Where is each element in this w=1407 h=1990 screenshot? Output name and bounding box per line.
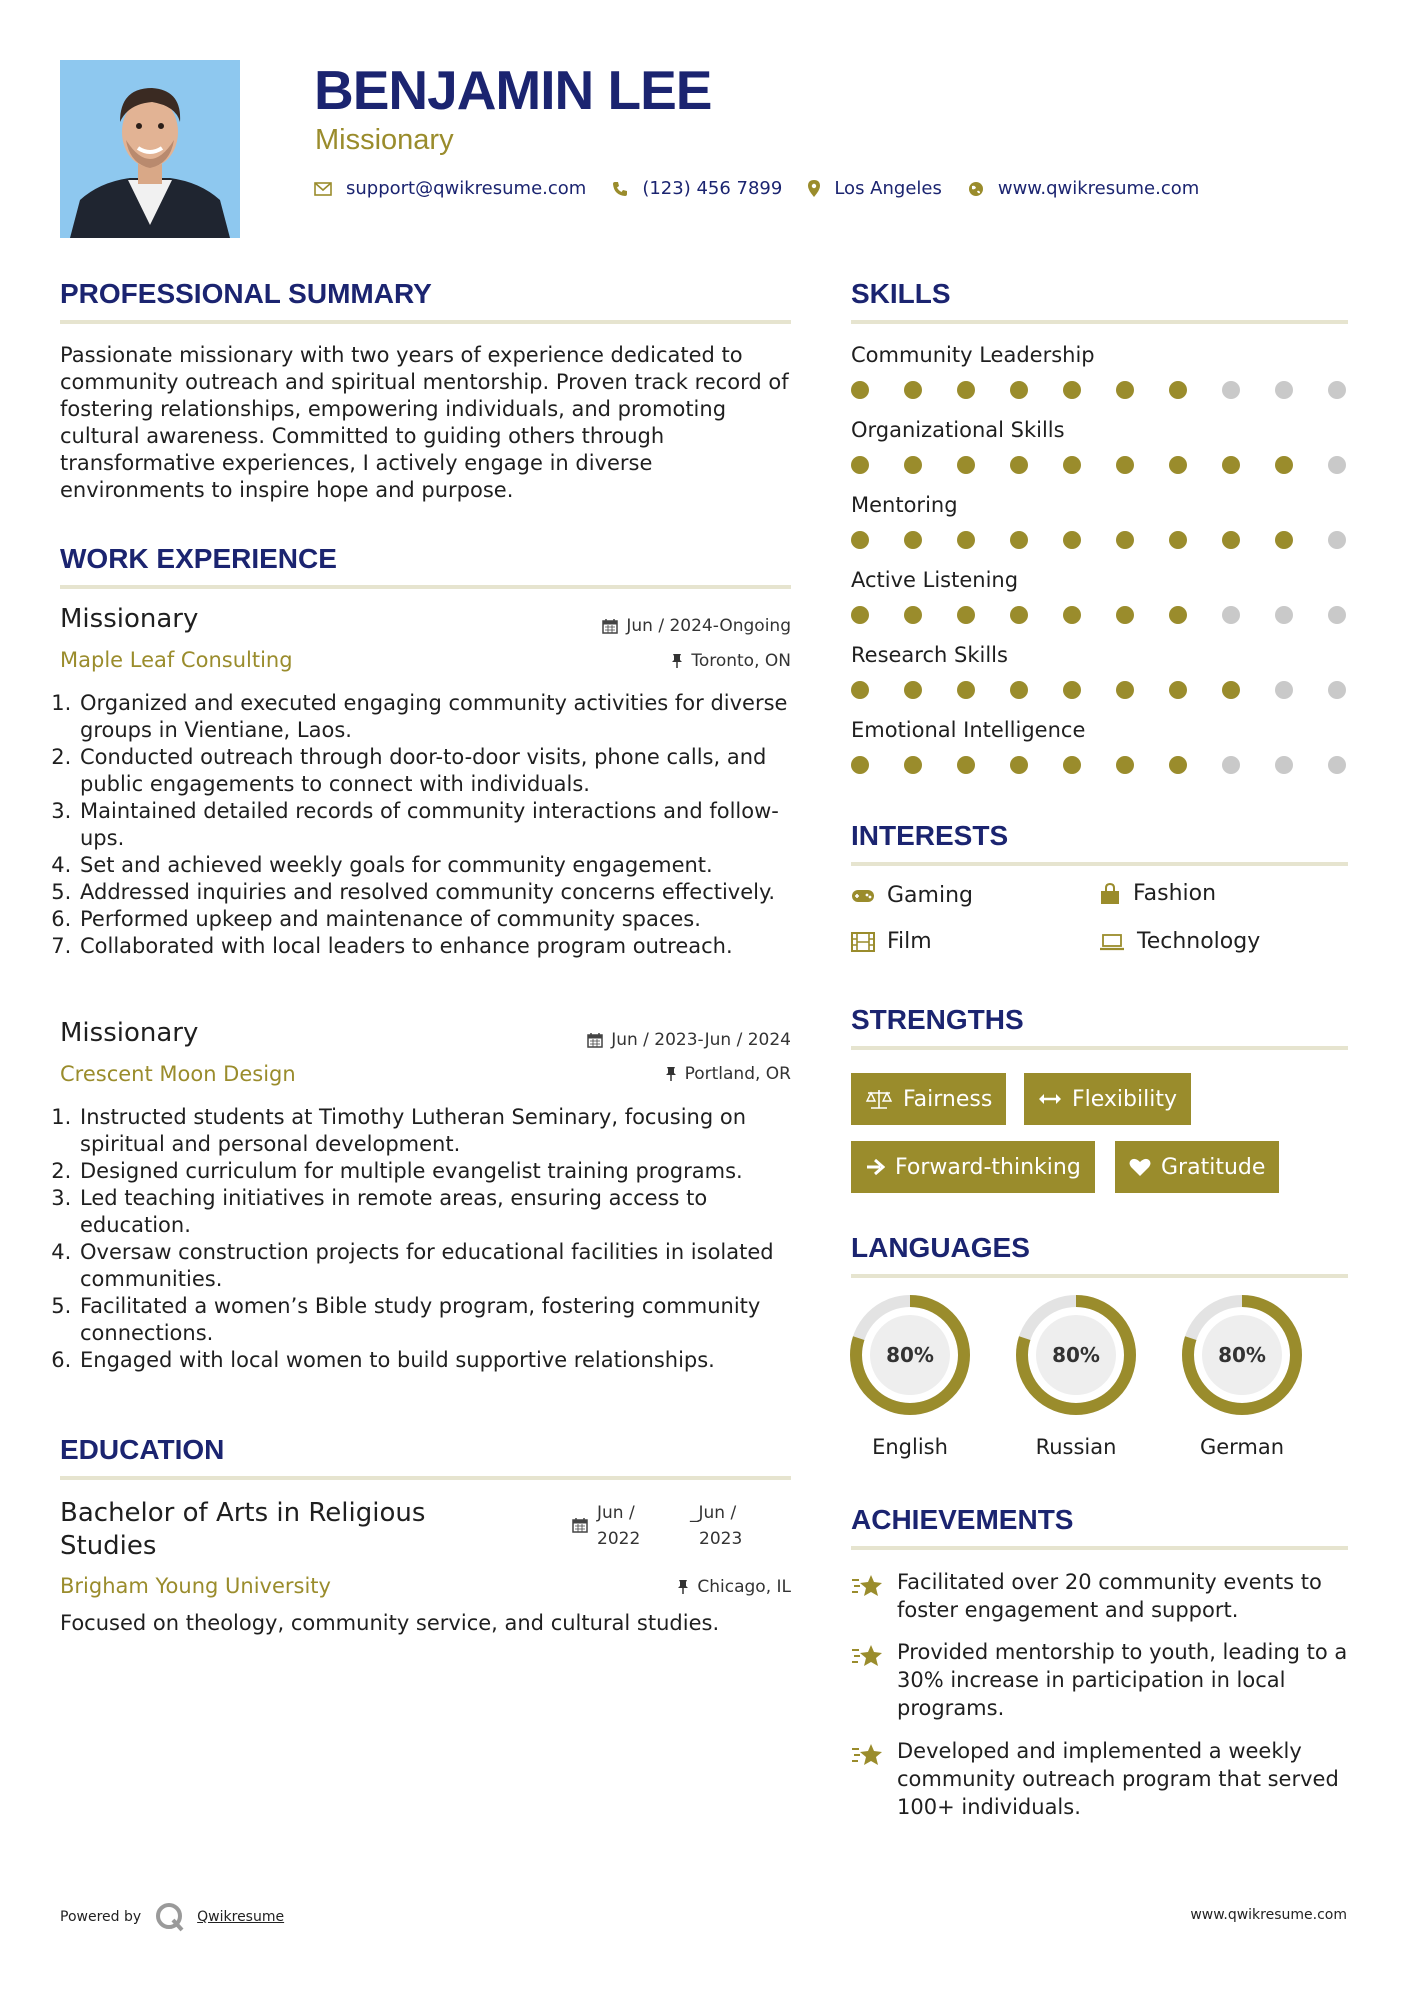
interest-fashion [1099, 881, 1216, 906]
skill-rating [851, 381, 1346, 399]
shooting-star-icon [851, 1741, 885, 1769]
language-name: German [1199, 1435, 1285, 1459]
contact-website-text: www.qwikresume.com [997, 178, 1200, 199]
language-percent: 80% [886, 1343, 934, 1367]
globe-icon [968, 181, 984, 197]
skill-dot [1222, 681, 1240, 699]
education-divider [60, 1476, 791, 1480]
skill-dot [957, 381, 975, 399]
skill-dot [1275, 756, 1293, 774]
language-name: English [872, 1435, 948, 1459]
skill-dot [904, 381, 922, 399]
language-ring [1180, 1293, 1304, 1417]
shooting-star-icon [851, 1572, 885, 1600]
skill-dot [1222, 456, 1240, 474]
education-start-line-2: 2022 [597, 1529, 641, 1549]
skill-dot [1169, 606, 1187, 624]
contact-phone-text: (123) 456 7899 [642, 178, 783, 199]
summary-text: Passionate missionary with two years of experience dedicated to community outreach and spiritual mentorship. Proven track record of fostering relationships, empowering individuals, and promoting cultural awareness. Committed to guiding others through transformative experiences, I actively engage in diverse environments to inspire hope and purpose. [60, 343, 789, 502]
strengths-heading: STRENGTHS [851, 1004, 1024, 1035]
language-ring [848, 1293, 972, 1417]
skill-dot [957, 606, 975, 624]
skill-dot [1275, 681, 1293, 699]
education-location-text: Chicago, IL [697, 1577, 791, 1597]
skill-dot [1116, 681, 1134, 699]
skill-dot [1169, 456, 1187, 474]
skill-dot [1275, 531, 1293, 549]
contact-bar [314, 178, 1225, 199]
strength-label: Gratitude [1161, 1154, 1266, 1180]
skill-name: Emotional Intelligence [851, 718, 1086, 742]
powered-by-label: Powered by [60, 1909, 142, 1925]
balance-scale-icon [865, 1088, 893, 1110]
education-start-date [597, 1500, 640, 1552]
language-percent: 80% [1218, 1343, 1266, 1367]
interest-label: Gaming [887, 883, 973, 908]
summary-divider [60, 320, 791, 324]
interest-label: Film [887, 929, 932, 954]
achievements-heading: ACHIEVEMENTS [851, 1504, 1074, 1535]
skill-dot [1222, 606, 1240, 624]
language-percent: 80% [1052, 1343, 1100, 1367]
skill-dot [1169, 756, 1187, 774]
skill-dot [1222, 531, 1240, 549]
skill-dot [1063, 756, 1081, 774]
education-location [677, 1577, 791, 1597]
heart-icon [1129, 1157, 1151, 1177]
language-item [1014, 1293, 1138, 1459]
duty-item: 2. Designed curriculum for multiple evangelist training programs. [78, 1158, 802, 1185]
education-end-line-2: 2023 [699, 1529, 743, 1549]
contact-phone[interactable] [612, 178, 782, 199]
skill-dot [851, 456, 869, 474]
job-duties [52, 690, 802, 960]
education-degree: Bachelor of Arts in Religious Studies [60, 1498, 426, 1561]
skill-dot [1116, 456, 1134, 474]
strength-chip [851, 1141, 1095, 1193]
duty-item: 4. Set and achieved weekly goals for community engagement. [78, 852, 802, 879]
strength-label: Forward-thinking [895, 1154, 1081, 1180]
skills-divider [851, 320, 1348, 324]
shopping-bag-icon [1099, 883, 1121, 905]
achievements-divider [851, 1546, 1348, 1550]
duty-item: 7. Collaborated with local leaders to enhance program outreach. [78, 933, 802, 960]
interest-technology [1099, 929, 1260, 954]
skill-dot [1275, 456, 1293, 474]
skill-name: Mentoring [851, 493, 958, 517]
skill-dot [1222, 381, 1240, 399]
education-start-line-1: Jun / [597, 1503, 635, 1523]
skill-dot [1063, 681, 1081, 699]
skill-rating [851, 756, 1346, 774]
job-company: Maple Leaf Consulting [60, 648, 293, 672]
skill-dot [851, 531, 869, 549]
summary-heading: PROFESSIONAL SUMMARY [60, 278, 432, 309]
contact-location-text: Los Angeles [834, 178, 942, 199]
achievement-item [851, 1737, 1361, 1821]
skill-dot [1116, 756, 1134, 774]
skill-dot [1169, 681, 1187, 699]
skill-name: Active Listening [851, 568, 1019, 592]
skill-dot [904, 456, 922, 474]
skill-dot [904, 756, 922, 774]
skill-dot [1328, 681, 1346, 699]
job-date [587, 1030, 791, 1050]
skill-name: Research Skills [851, 643, 1008, 667]
duty-item: 3. Led teaching initiatives in remote areas, ensuring access to education. [78, 1185, 802, 1239]
calendar-icon [602, 618, 618, 634]
skill-dot [851, 681, 869, 699]
duty-item: 1. Organized and executed engaging community activities for diverse groups in Vientiane, Laos. [78, 690, 802, 744]
job-date-text: Jun / 2023-Jun / 2024 [611, 1030, 791, 1050]
job-title: Missionary [60, 604, 199, 634]
pushpin-icon [677, 1579, 689, 1595]
duty-item: 2. Conducted outreach through door-to-door visits, phone calls, and public engagements to connect with individuals. [78, 744, 802, 798]
language-name: Russian [1035, 1435, 1117, 1459]
qwikresume-logo-icon [155, 1902, 185, 1932]
duty-item: 5. Facilitated a women’s Bible study program, fostering community connections. [78, 1293, 802, 1347]
skill-dot [904, 531, 922, 549]
brand-link[interactable]: Qwikresume [197, 1909, 285, 1925]
education-end-line-1: _Jun / [690, 1503, 737, 1523]
film-icon [851, 932, 875, 952]
duty-item: 1. Instructed students at Timothy Lutheran Seminary, focusing on spiritual and personal development. [78, 1104, 802, 1158]
education-heading: EDUCATION [60, 1434, 225, 1465]
shooting-star-icon [851, 1642, 885, 1670]
job-location [671, 651, 791, 671]
skill-dot [1328, 456, 1346, 474]
duty-item: 4. Oversaw construction projects for educational facilities in isolated communities. [78, 1239, 802, 1293]
skill-rating [851, 456, 1346, 474]
strength-label: Fairness [903, 1086, 993, 1112]
skill-dot [1169, 381, 1187, 399]
skill-dot [1063, 606, 1081, 624]
skills-heading: SKILLS [851, 278, 951, 309]
strength-label: Flexibility [1072, 1086, 1177, 1112]
skill-dot [851, 756, 869, 774]
skill-dot [1275, 606, 1293, 624]
skill-dot [1328, 381, 1346, 399]
duty-item: 6. Performed upkeep and maintenance of community spaces. [78, 906, 802, 933]
skill-dot [957, 756, 975, 774]
achievement-item [851, 1568, 1361, 1624]
contact-email-text: support@qwikresume.com [346, 178, 587, 199]
job-date [602, 616, 791, 636]
interests-divider [851, 862, 1348, 866]
contact-location [808, 178, 942, 199]
skill-rating [851, 681, 1346, 699]
gamepad-icon [851, 888, 875, 904]
work-divider [60, 585, 791, 589]
skill-dot [851, 381, 869, 399]
envelope-icon [314, 182, 332, 196]
achievement-text: Developed and implemented a weekly community outreach program that served 100+ individuals. [897, 1739, 1339, 1819]
education-end-date [690, 1500, 742, 1552]
skill-dot [1063, 381, 1081, 399]
pushpin-icon [671, 653, 683, 669]
languages-heading: LANGUAGES [851, 1232, 1030, 1263]
skill-dot [1010, 756, 1028, 774]
duty-item: 5. Addressed inquiries and resolved community concerns effectively. [78, 879, 802, 906]
duty-item: 6. Engaged with local women to build supportive relationships. [78, 1347, 802, 1374]
skill-dot [904, 681, 922, 699]
skill-dot [851, 606, 869, 624]
skill-name: Organizational Skills [851, 418, 1065, 442]
skill-dot [1116, 381, 1134, 399]
skill-dot [1116, 531, 1134, 549]
footer-url[interactable]: www.qwikresume.com [1190, 1907, 1347, 1923]
skill-dot [1063, 531, 1081, 549]
strength-chip [851, 1073, 1006, 1125]
interest-label: Fashion [1133, 881, 1217, 906]
skill-dot [1010, 456, 1028, 474]
skill-dot [1010, 381, 1028, 399]
skill-dot [957, 681, 975, 699]
pushpin-icon [665, 1066, 677, 1082]
footer-brand [60, 1902, 284, 1932]
skill-dot [1010, 681, 1028, 699]
phone-icon [612, 181, 628, 197]
skill-dot [957, 456, 975, 474]
work-heading: WORK EXPERIENCE [60, 543, 337, 574]
skill-dot [1169, 531, 1187, 549]
strength-chip [1115, 1141, 1279, 1193]
education-school: Brigham Young University [60, 1574, 331, 1598]
skill-dot [1010, 531, 1028, 549]
language-ring [1014, 1293, 1138, 1417]
job-date-text: Jun / 2024-Ongoing [626, 616, 791, 636]
laptop-icon [1099, 933, 1125, 951]
skill-dot [1116, 606, 1134, 624]
strength-chip [1024, 1073, 1191, 1125]
duty-item: 3. Maintained detailed records of community interactions and follow-ups. [78, 798, 802, 852]
interest-label: Technology [1137, 929, 1261, 954]
achievement-text: Provided mentorship to youth, leading to a 30% increase in participation in local programs. [897, 1640, 1348, 1720]
arrow-right-icon [865, 1158, 885, 1176]
map-pin-icon [808, 180, 820, 197]
contact-email[interactable] [314, 178, 586, 199]
skill-dot [957, 531, 975, 549]
achievement-item [851, 1638, 1361, 1722]
job-location-text: Toronto, ON [691, 651, 791, 671]
skill-dot [1063, 456, 1081, 474]
calendar-icon [572, 1517, 588, 1533]
calendar-icon [587, 1032, 603, 1048]
interests-heading: INTERESTS [851, 820, 1009, 851]
contact-website[interactable] [968, 178, 1199, 199]
job-title: Missionary [60, 1018, 199, 1048]
skill-dot [904, 606, 922, 624]
achievement-text: Facilitated over 20 community events to foster engagement and support. [897, 1570, 1322, 1622]
skill-rating [851, 531, 1346, 549]
skill-name: Community Leadership [851, 343, 1095, 367]
skill-rating [851, 606, 1346, 624]
skill-dot [1275, 381, 1293, 399]
candidate-role: Missionary [315, 124, 454, 156]
language-item [848, 1293, 972, 1459]
interest-film [851, 929, 932, 954]
education-description: Focused on theology, community service, and cultural studies. [60, 1611, 720, 1635]
language-item [1180, 1293, 1304, 1459]
job-location-text: Portland, OR [684, 1064, 791, 1084]
skill-dot [1010, 606, 1028, 624]
skill-dot [1328, 606, 1346, 624]
candidate-name: BENJAMIN LEE [314, 59, 712, 121]
arrows-horizontal-icon [1038, 1092, 1062, 1106]
skill-dot [1328, 531, 1346, 549]
skill-dot [1328, 756, 1346, 774]
languages-divider [851, 1274, 1348, 1278]
skill-dot [1222, 756, 1240, 774]
job-company: Crescent Moon Design [60, 1062, 296, 1086]
interest-gaming [851, 883, 973, 908]
job-duties [52, 1104, 802, 1374]
job-location [665, 1064, 791, 1084]
profile-photo [60, 60, 240, 238]
strengths-divider [851, 1046, 1348, 1050]
